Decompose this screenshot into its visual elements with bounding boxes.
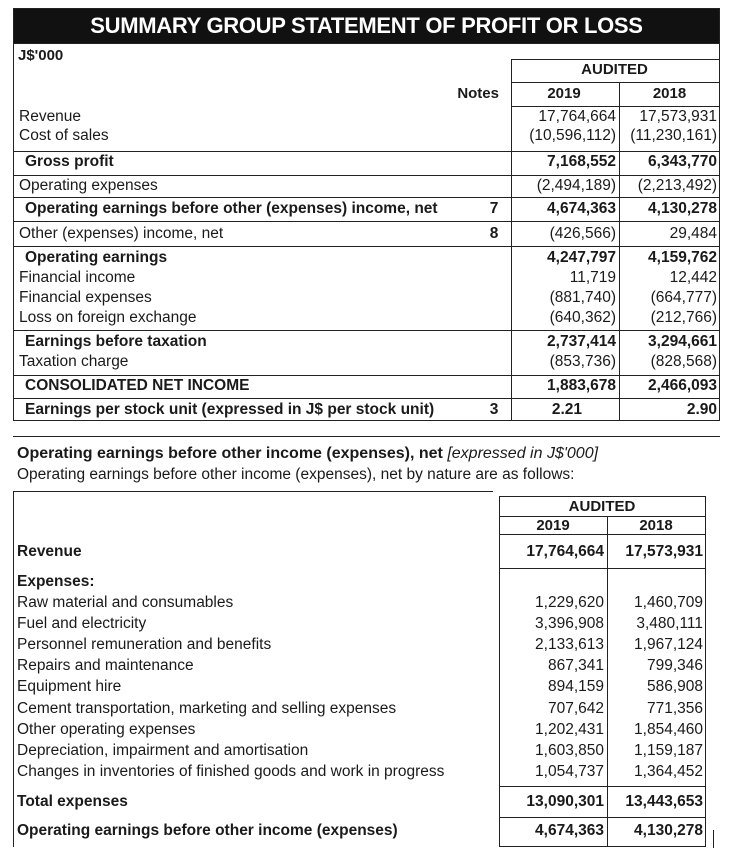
total-expenses-label: Total expenses	[17, 793, 128, 810]
operating-earnings-label: Operating earnings before other income (expenses)	[17, 822, 398, 839]
year-2018-header: 2018	[639, 517, 673, 534]
expense-label: Changes in inventories of finished goods and work in progress	[17, 763, 445, 780]
row-label: Operating earnings	[25, 249, 168, 266]
expense-2018: 799,346	[646, 657, 703, 674]
value-2018: 29,484	[669, 225, 717, 242]
value-2018: 3,294,661	[648, 333, 717, 350]
total-expenses-2018: 13,443,653	[625, 793, 703, 810]
expense-2018: 1,159,187	[634, 742, 703, 759]
value-2019: 4,674,363	[547, 200, 616, 217]
row-label: Taxation charge	[19, 353, 129, 370]
row-label: Other (expenses) income, net	[19, 225, 224, 242]
expense-2019: 2,133,613	[535, 636, 604, 653]
value-2019: (426,566)	[549, 225, 616, 242]
row-label: Financial income	[19, 269, 136, 286]
row-label: Cost of sales	[19, 127, 109, 144]
value-2018: 12,442	[669, 269, 717, 286]
total-expenses-2019: 13,090,301	[526, 793, 604, 810]
value-2019: (10,596,112)	[529, 127, 616, 144]
row-financial-income	[14, 269, 719, 289]
row-financial-expenses	[14, 289, 719, 309]
row-operating-expenses	[14, 177, 719, 197]
row-cost-of-sales	[14, 127, 719, 147]
year-2018-header: 2018	[652, 85, 687, 102]
statement-title: SUMMARY GROUP STATEMENT OF PROFIT OR LOSS	[14, 9, 719, 43]
expense-2018: 771,356	[646, 700, 703, 717]
row-label: Financial expenses	[19, 289, 152, 306]
value-2018: 6,343,770	[648, 153, 717, 170]
row-eps	[14, 401, 719, 421]
audited-header: AUDITED	[581, 61, 648, 78]
row-revenue	[14, 108, 719, 128]
expense-2019: 707,642	[547, 700, 604, 717]
expense-label: Personnel remuneration and benefits	[17, 636, 272, 653]
year-2019-header: 2019	[547, 85, 581, 102]
row-net-income	[14, 377, 719, 397]
expense-2019: 867,341	[547, 657, 604, 674]
section-title-note: [expressed in J$'000]	[447, 445, 599, 462]
expense-2018: 1,364,452	[634, 763, 703, 780]
row-loss-on-fx	[14, 309, 719, 329]
value-2019: 2.21	[551, 401, 582, 418]
row-gross-profit	[14, 153, 719, 173]
expense-2019: 1,054,737	[535, 763, 604, 780]
expense-2018: 1,854,460	[634, 721, 703, 738]
row-operating-earnings	[14, 249, 719, 269]
expense-label: Repairs and maintenance	[17, 657, 194, 674]
section-title-text: Operating earnings before other income (expenses), net	[17, 445, 443, 462]
text-cursor	[713, 830, 714, 848]
value-2019: 11,719	[569, 269, 616, 286]
value-2019: 2,737,414	[547, 333, 616, 350]
value-2018: (664,777)	[650, 289, 717, 306]
section-title	[17, 445, 598, 463]
revenue-label: Revenue	[17, 543, 82, 560]
operating-earnings-2019: 4,674,363	[535, 822, 604, 839]
expense-2018: 3,480,111	[636, 615, 703, 632]
row-operating-earnings-before-other	[14, 200, 719, 220]
expenses-heading: Expenses:	[17, 573, 95, 590]
value-2019: 1,883,678	[547, 377, 616, 394]
profit-loss-statement	[13, 8, 720, 421]
value-2019: (881,740)	[549, 289, 616, 306]
row-label: Earnings per stock unit (expressed in J$ per stock unit)	[25, 401, 435, 418]
operating-earnings-2018: 4,130,278	[634, 822, 703, 839]
expense-label: Fuel and electricity	[17, 615, 147, 632]
value-2018: 2.90	[686, 401, 717, 418]
value-2019: (853,736)	[549, 353, 616, 370]
expense-label: Raw material and consumables	[17, 594, 234, 611]
value-2019: 17,764,664	[538, 108, 616, 125]
row-taxation	[14, 353, 719, 373]
value-2018: 2,466,093	[648, 377, 717, 394]
value-2018: (828,568)	[650, 353, 717, 370]
value-2018: 4,159,762	[648, 249, 717, 266]
value-2018: 4,130,278	[648, 200, 717, 217]
expense-2019: 1,229,620	[535, 594, 604, 611]
value-2019: (2,494,189)	[536, 177, 616, 194]
row-label: Operating earnings before other (expenses) income, net	[25, 200, 438, 217]
value-2018: 17,573,931	[639, 108, 717, 125]
row-label: Revenue	[19, 108, 82, 125]
expense-2018: 1,967,124	[634, 636, 703, 653]
expense-2019: 3,396,908	[535, 615, 604, 632]
expense-2018: 1,460,709	[634, 594, 703, 611]
value-2018: (2,213,492)	[637, 177, 717, 194]
expense-label: Equipment hire	[17, 678, 122, 695]
row-label: Gross profit	[25, 153, 114, 170]
value-2019: 4,247,797	[547, 249, 616, 266]
value-2019: 7,168,552	[547, 153, 616, 170]
value-2018: (212,766)	[650, 309, 717, 326]
expense-2018: 586,908	[646, 678, 703, 695]
expense-label: Other operating expenses	[17, 721, 196, 738]
revenue-2019: 17,764,664	[526, 543, 604, 560]
expense-2019: 894,159	[547, 678, 604, 695]
section-subtitle: Operating earnings before other income (expenses), net by nature are as follows:	[17, 466, 575, 483]
expense-2019: 1,202,431	[535, 721, 604, 738]
expense-label: Cement transportation, marketing and selling expenses	[17, 700, 397, 717]
units-label: J$'000	[18, 47, 64, 64]
value-2019: (640,362)	[549, 309, 616, 326]
row-label: CONSOLIDATED NET INCOME	[25, 377, 250, 394]
value-2018: (11,230,161)	[630, 127, 717, 144]
row-label: Operating expenses	[19, 177, 158, 194]
row-earnings-before-tax	[14, 333, 719, 353]
note-ref: 7	[489, 200, 499, 217]
expense-2019: 1,603,850	[535, 742, 604, 759]
row-label: Loss on foreign exchange	[19, 309, 197, 326]
note-ref: 3	[489, 401, 499, 418]
year-2019-header: 2019	[536, 517, 570, 534]
revenue-2018: 17,573,931	[625, 543, 703, 560]
row-other-expenses-income	[14, 225, 719, 245]
row-label: Earnings before taxation	[25, 333, 207, 350]
notes-header: Notes	[457, 85, 499, 102]
operating-earnings-by-nature	[13, 436, 720, 847]
expense-label: Depreciation, impairment and amortisation	[17, 742, 309, 759]
note-ref: 8	[489, 225, 499, 242]
audited-header: AUDITED	[568, 498, 636, 515]
